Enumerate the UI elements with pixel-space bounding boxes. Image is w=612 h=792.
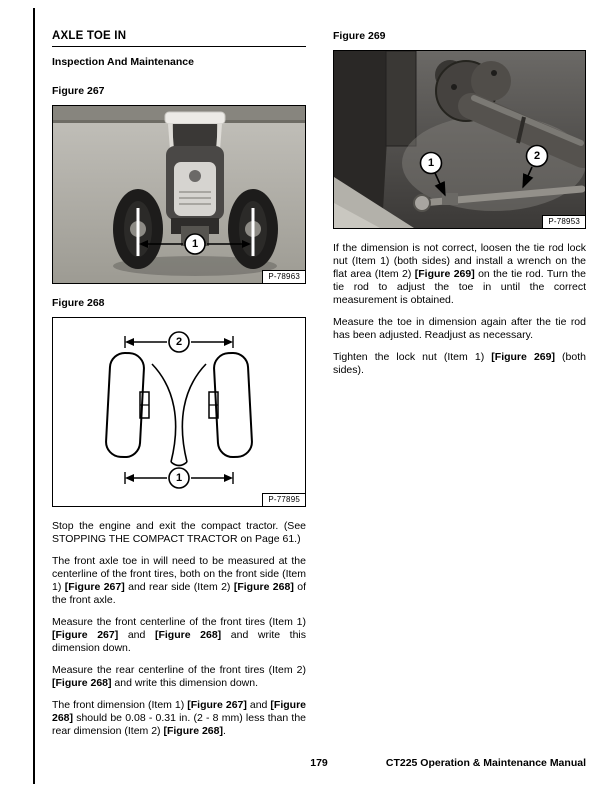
- figure-267-label: Figure 267: [52, 85, 105, 97]
- paragraph: The front dimension (Item 1) [Figure 267] and [Figure 268] should be 0.08 - 0.31 in. (2 - 8 mm) less than the rear dimension (Item 2) [Figure 268].: [52, 699, 307, 737]
- section-subheading: Inspection And Maintenance: [52, 56, 194, 68]
- figure-268-label: Figure 268: [52, 297, 105, 309]
- callout-1-badge: [185, 234, 205, 254]
- paragraph: Tighten the lock nut (Item 1) [Figure 269] (both sides).: [333, 351, 586, 376]
- page-number: 179: [310, 757, 328, 769]
- callout-2-badge: [169, 332, 189, 352]
- figure-267-photo: [52, 105, 306, 284]
- page-footer: [52, 757, 586, 771]
- manual-title: CT225 Operation & Maintenance Manual: [385, 757, 586, 769]
- right-column: [333, 30, 586, 386]
- svg-text:1: 1: [191, 238, 199, 250]
- photo-id-label: P-78953: [542, 215, 585, 228]
- svg-text:1: 1: [175, 472, 183, 484]
- figure-269-photo: [333, 50, 586, 229]
- paragraph: If the dimension is not correct, loosen the tie rod lock nut (Item 1) (both sides) and install a wrench on the flat area (Item 2) [Figure 269] on the tie rod. Turn the tie rod to adjust the toe in until the correct measurement is obtained.: [333, 242, 586, 306]
- photo-id-label: P-78963: [262, 270, 305, 283]
- paragraph: Stop the engine and exit the compact tractor. (See STOPPING THE COMPACT TRACTOR on Page 61.): [52, 520, 306, 545]
- section-heading: AXLE TOE IN: [52, 30, 127, 42]
- svg-text:2: 2: [533, 150, 541, 162]
- svg-text:1: 1: [427, 157, 435, 169]
- left-column: [52, 30, 306, 747]
- heading-rule: [52, 46, 306, 47]
- tractor-front-photo: [53, 106, 305, 283]
- figure-268-diagram: [52, 317, 306, 507]
- paragraph: Measure the rear centerline of the front tires (Item 2) [Figure 268] and write this dimension down.: [52, 664, 306, 689]
- paragraph: Measure the toe in dimension again after the tie rod has been adjusted. Readjust as necessary.: [333, 316, 586, 341]
- callout-1-badge: [169, 468, 189, 488]
- left-margin-rule: [33, 8, 35, 784]
- paragraph: The front axle toe in will need to be measured at the centerline of the front tires, both on the front side (Item 1) [Figure 267] and rear side (Item 2) [Figure 268] of the front axle.: [52, 555, 306, 606]
- paragraph: Measure the front centerline of the front tires (Item 1) [Figure 267] and [Figure 268] and write this dimension down.: [52, 616, 307, 654]
- toe-in-diagram: [53, 318, 305, 506]
- photo-id-label: P-77895: [262, 493, 305, 506]
- svg-text:2: 2: [175, 336, 183, 348]
- figure-269-label: Figure 269: [333, 30, 386, 42]
- tie-rod-photo: [334, 51, 585, 228]
